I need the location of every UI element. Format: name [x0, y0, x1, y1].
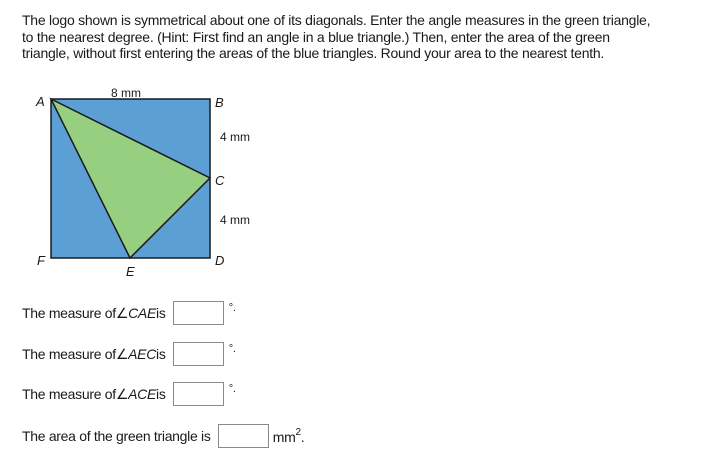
- area-unit: [273, 427, 305, 445]
- angle-symbol: ∠: [115, 385, 129, 402]
- top-length-label: 8 mm: [111, 86, 141, 100]
- degree-unit: °.: [228, 342, 236, 355]
- question-suffix: is: [156, 346, 166, 362]
- label-f: F: [37, 253, 45, 268]
- question-angle-aec: [22, 342, 236, 366]
- logo-figure: [30, 85, 280, 285]
- question-suffix: is: [156, 305, 166, 321]
- question-angle-cae: [22, 301, 236, 325]
- bc-length-label: 4 mm: [220, 130, 250, 144]
- cd-length-label: 4 mm: [220, 213, 250, 227]
- area-input[interactable]: [218, 424, 269, 448]
- label-e: E: [126, 264, 135, 279]
- question-angle-ace: [22, 382, 236, 406]
- angle-name: AEC: [128, 346, 157, 362]
- angle-name: CAE: [128, 305, 157, 321]
- label-d: D: [215, 253, 225, 268]
- area-unit-exponent: 2: [295, 427, 301, 439]
- degree-unit: °.: [228, 301, 236, 314]
- angle-symbol: ∠: [115, 304, 129, 321]
- angle-ace-input[interactable]: [173, 382, 224, 406]
- question-area: [22, 424, 304, 448]
- question-prefix: The measure of: [22, 305, 116, 321]
- area-unit-text: mm: [272, 428, 296, 445]
- question-suffix: is: [156, 386, 166, 402]
- area-unit-end: .: [300, 428, 305, 445]
- label-c: C: [215, 173, 225, 188]
- angle-name: ACE: [128, 386, 157, 402]
- prompt-line-2: to the nearest degree. (Hint: First find an angle in a blue triangle.) Then, enter the area of the green: [22, 28, 610, 45]
- problem-prompt: [22, 12, 702, 62]
- prompt-line-1: The logo shown is symmetrical about one of its diagonals. Enter the angle measures in the green triangle,: [22, 12, 651, 28]
- angle-symbol: ∠: [115, 345, 129, 362]
- question-prefix: The measure of: [22, 346, 116, 362]
- angle-cae-input[interactable]: [173, 301, 224, 325]
- prompt-line-3: triangle, without first entering the areas of the blue triangles. Round your area to the nearest tenth.: [22, 45, 605, 61]
- label-a: A: [36, 94, 45, 109]
- area-label: The area of the green triangle is: [22, 428, 211, 444]
- label-b: B: [215, 95, 224, 110]
- question-prefix: The measure of: [22, 386, 116, 402]
- angle-aec-input[interactable]: [173, 342, 224, 366]
- degree-unit: °.: [228, 382, 236, 395]
